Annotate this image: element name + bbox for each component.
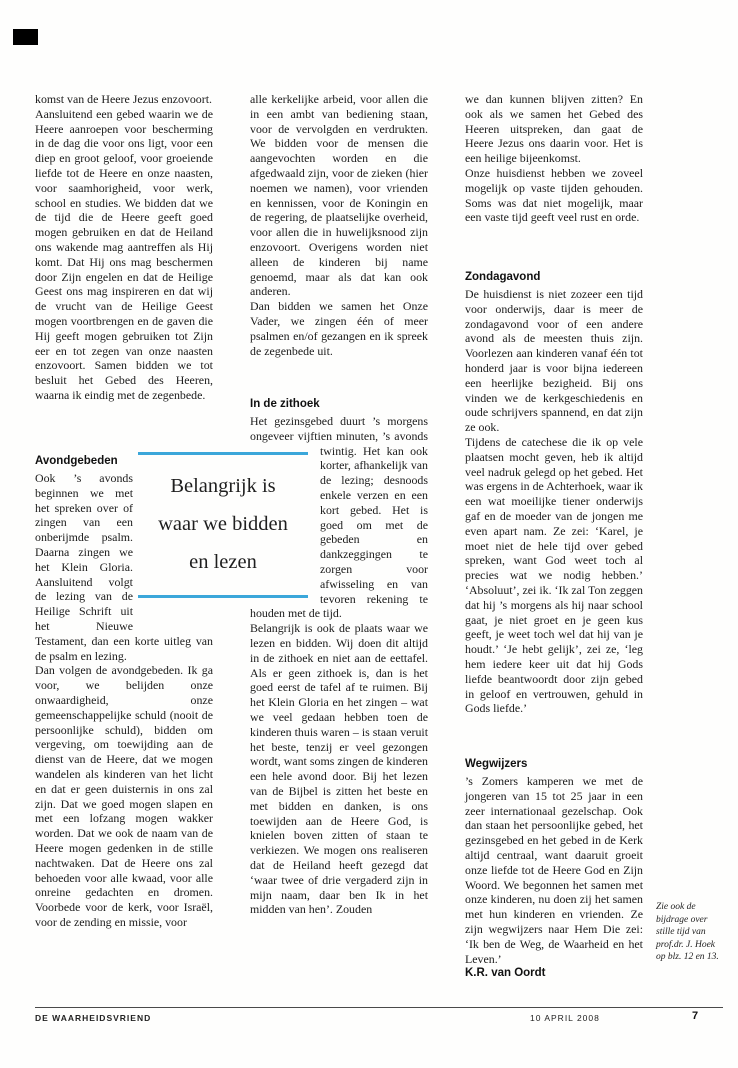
- body-paragraph: alle kerkelijke arbeid, voor allen die in een ambt van bediening staan, voor de vervolgden en verdrukten. We bidden voor de mensen die aangevochten worden en die afgedwaald zijn, voor de zieken (hier noemen we namen), voor vrienden en kennissen, voor de Koningin en de regering, de plaatselijke overheid, voor allen die in huwelijksnood zijn enzovoort. Overigens worden niet alleen de kinderen bij name genoemd, maar als dat kan ook anderen.: [250, 92, 428, 299]
- section-heading-zondagavond: Zondagavond: [465, 271, 541, 283]
- body-paragraph: Dan volgen de avondgebeden. Ik ga voor, we belijden onze onwaardigheid, onze gemeenschappelijke schuld (nooit de persoonlijke schuld), bidden om vergeving, om toewijding aan de dienst van de Heere, dat we mogen wandelen als kinderen van het licht en dat er geen duisternis in ons zal zijn. Dat we goed mogen slapen en met een lofzang mogen wakker worden. Dat we ook de naam van de Heere mogen gedenken in de stille nachtwaken. Dat de Heere ons zal behoeden voor alle kwaad, voor alle onreine gedachten en dromen. Voorbede voor de kerk, voor Israël, voor de zending en missie, voor: [35, 663, 213, 929]
- pullquote-text-line: waar we bidden: [158, 512, 288, 535]
- author-signature: K.R. van Oordt: [465, 967, 546, 980]
- column-right-top-block: [465, 92, 643, 260]
- body-paragraph: komst van de Heere Jezus enzovoort.: [35, 92, 212, 106]
- footer-publication-name: DE WAARHEIDSVRIEND: [35, 1013, 152, 1023]
- column-middle: [158, 92, 428, 981]
- body-paragraph: Belangrijk is ook de plaats waar we lezen en bidden. Wij doen dit altijd in de zithoek en niet aan de eettafel. Als er geen zithoek is, dan is het goed eerst de tafel af te ruimen. Bij het Klein Gloria en het zingen – wat we veel gedaan hebben toen de kinderen thuis waren – is staan veruit het beste, tenzij er veel gezongen wordt, want soms zingen de kinderen een hele avond door. Bij het lezen van de Bijbel is zitten het beste en met bidden en danken, is ons toewijden aan de Heere God, is knielen boven zitten of staan te verkiezen. We mogen ons realiseren dat de Heiland heeft gezegd dat ‘waar twee of drie vergaderd zijn in mijn naam, daar ben Ik in het midden van hen’. Zouden: [250, 621, 428, 917]
- body-paragraph: Aansluitend een gebed waarin we de Heere aanroepen voor bescherming in de dag die voor ons ligt, voor een diep en groot geloof, voor groeiende liefde tot de Heere en onze naasten, voor saamhorigheid, voor werk, school en studies. We bidden dat we de tijd die de Heere geeft goed mogen gebruiken en dat de Heiland ons wakende mag aantreffen als Hij komt. Dat Hij ons mag beschermen door Zijn engelen en dat de Heilige Geest ons mag inspireren en dat wij de vrucht van de Heilige Geest mogen voortbrengen en de gaven die Hij geeft mogen gebruiken tot Zijn eer en tot zegen van onze naasten enzovoort. Samen bidden we tot besluit het Gebed des Heeren, waarna ik eindig met de zegenbede.: [35, 106, 213, 402]
- footer-page-number: 7: [692, 1010, 699, 1022]
- body-paragraph: ’s Zomers kamperen we met de jongeren van 15 tot 25 jaar in een zeer internationaal gezelschap. Ook dan staan het persoonlijke gebed, het gezinsgebed en het gebed in de Kerk altijd centraal, want daaruit groeit onze liefde tot de Heere God en Zijn Woord. We begonnen het samen met onze kinderen, nu doen zij het samen met hun kinderen en vrienden. Ze zijn wegwijzers naar Hem Die zei: ‘Ik ben de Weg, de Waarheid en het Leven.’: [465, 774, 643, 966]
- body-paragraph: Tijdens de catechese die ik op vele plaatsen mocht geven, heb ik altijd veel nadruk gelegd op het gebed. Het was ergens in de Achterhoek, waar ik een wat moeilijke tiener onderwijs gaf en de moeder van de jongen me even apart nam. Ze zei: ‘Karel, je moet niet de hele tijd over gebed spreken, want God weet toch al precies wat we nodig hebben.’ ‘Absoluut’, zei ik. ‘Ik zal Ton zeggen dat hij ’s morgens als hij naar school gaat, je niet groet en je geen kus geeft, je weet toch wel dat hij van je houdt.’ ‘Je hebt gelijk’, zei ze, ‘leg hem iedere keer uit dat hij Gods liefde beantwoordt door zijn gebed in geloof en vertrouwen, gehuld in Gods liefde.’: [465, 434, 643, 716]
- page-corner-mark: [13, 29, 38, 45]
- margin-note: Zie ook de bijdrage over stille tijd van prof.dr. J. Hoek op blz. 12 en 13.: [656, 902, 719, 962]
- body-paragraph: we dan kunnen blijven zitten? En ook als we samen het Gebed des Heeren uitspreken, dan gaat de Heere Jezus ons daarin voor. Het is een heilige bijeenkomst.: [465, 92, 643, 166]
- paragraph-text: Ook ’s avonds beginnen we met het spreken over of zingen van een onberijmde psalm. Daarna zingen we het Klein Gloria. Aansluitend volgt de lezing van de Heilige Schrift uit het Nieuwe Testament, dan een korte uitleg van de psalm en lezing.: [35, 471, 213, 663]
- body-paragraph: [158, 414, 428, 621]
- column-middle-top-block: [250, 92, 428, 387]
- pullquote-text-line: Belangrijk is: [170, 474, 276, 497]
- section-heading-in-de-zithoek: In de zithoek: [250, 398, 320, 410]
- footer-date: 10 APRIL 2008: [530, 1013, 600, 1023]
- body-paragraph: Dan bidden we samen het Onze Vader, we zingen één of meer psalmen en/of gezangen en ik spreek de zegenbede uit.: [250, 299, 428, 358]
- pullquote-text-line: en lezen: [189, 550, 257, 573]
- column-right: [465, 92, 643, 981]
- section-heading-wegwijzers: Wegwijzers: [465, 758, 528, 770]
- column-right-middle-block: [465, 287, 643, 747]
- pullquote: [138, 452, 308, 598]
- footer-rule: [35, 1007, 723, 1008]
- paragraph-text: Het gezinsgebed duurt ’s morgens ongeveer vijftien minuten, ’s avonds twintig. Het kan ook: [250, 414, 428, 458]
- paragraph-text: korter, afhankelijk van de lezing; desnoods enkele verzen en een kort gebed. Het is goed om met de gebeden en dankzeggingen te zorgen voor afwisseling en van tevoren rekening te houden met de tijd.: [250, 458, 428, 621]
- body-paragraph: Onze huisdienst hebben we zoveel mogelijk op vaste tijden gehouden. Soms was dat niet mogelijk, maar een vaste tijd geeft veel rust en orde.: [465, 165, 643, 225]
- section-heading-avondgebeden: Avondgebeden: [35, 455, 118, 467]
- body-paragraph: De huisdienst is niet zozeer een tijd voor onderwijs, daar is meer de zondagavond voor of een andere avond als de meesten thuis zijn. Voorlezen aan kinderen vanaf één tot honderd jaar is voor bijna iedereen een heerlijke bezigheid. Bij ons vinden we de kerkgeschiedenis en oude schrijvers spannend, en dat zijn ze ook.: [465, 287, 643, 435]
- article-columns: [35, 92, 643, 981]
- column-left-top-block: [35, 92, 213, 444]
